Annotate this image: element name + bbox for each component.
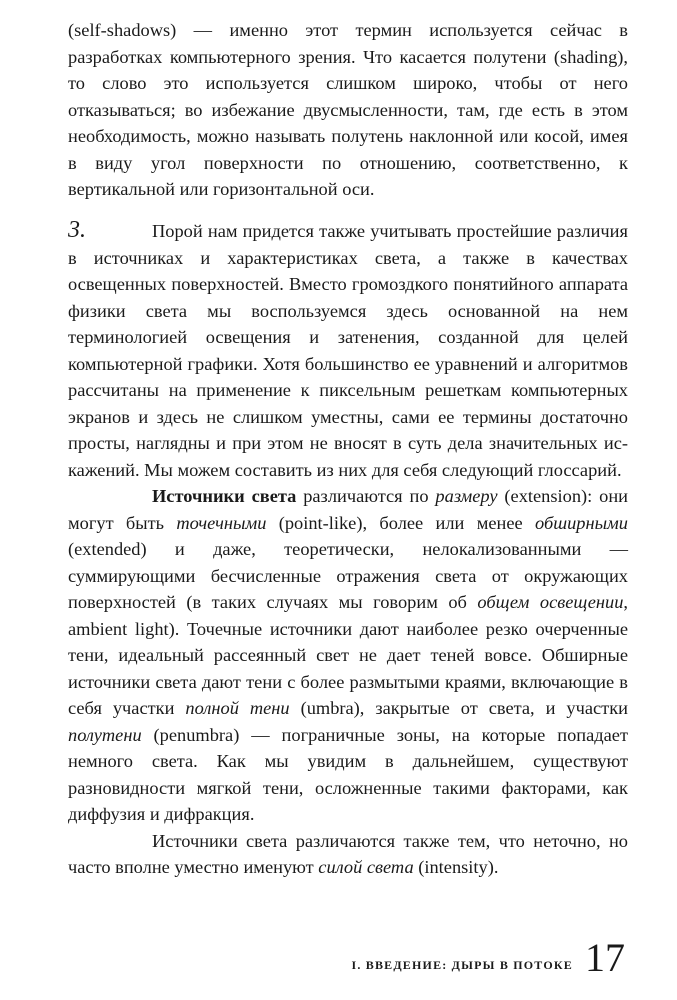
term-point-like: точечными (176, 512, 267, 533)
term-intensity: силой света (318, 857, 414, 877)
paragraph-intensity (68, 828, 628, 881)
paragraph-intro: Порой нам придется также учитывать простейшие различия в источниках и характеристиках света, а также в качествах освещенных поверхностей. Вместо громоздкого понятийного аппарата физики света мы воспользуемся здесь основанной на нем терминологией освещения и затенения, созданной для целей компьютерной графики. Хотя большинство ее уравнений и алгоритмов рассчитаны на применение к пиксельным решеткам компьютерных экранов и здесь не слишком уместны, сами ее термины достаточно просты, наглядны и при этом не вносят в суть дела значительных искажений. Мы можем составить из них для себя следующий глоссарий. (68, 221, 628, 480)
text-block-top (68, 17, 628, 203)
text-run: Источники света различаются также тем, что неточно, но часто вполне уместно именуют (68, 830, 628, 877)
term-penumbra: полутени (68, 724, 142, 745)
paragraph-shading: (self-shadows) — именно этот термин используется сейчас в разработках компьютерного зрения. Что касается полутени (shading), то слово это используется слишком широко, чтобы от него отказываться; во избежание двусмысленности, там, где есть в этом необходимость, можно называть полутень наклонной или косой, имея в виду угол поверхности по отношению, соответственно, к вертикальной или горизонтальной оси. (68, 20, 628, 199)
text-run: (point-like), более или менее (266, 512, 535, 533)
text-run: (extended) и даже, теоретически, нелокализованными — суммирующими бесчисленные отражения света от окружающих поверхностей (в таких случаях мы говорим об (68, 539, 628, 612)
running-title: I. ВВЕДЕНИЕ: ДЫРЫ В ПОТОКЕ (351, 958, 573, 972)
text-run: (intensity). (413, 857, 499, 877)
text-run: , ambient light). Точечные источники дают наиболее резко очерченные тени, идеальный рассеянный свет не дает теней вовсе. Обширные источники света дают тени с более размытыми краями, включающие в себя участки (68, 592, 628, 718)
text-run: (umbra), закрытые от света, и участки (289, 698, 628, 718)
term-ambient: общем освещении (477, 592, 624, 612)
term-size: размеру (435, 486, 498, 506)
text-block-main (68, 218, 628, 881)
term-extended: обширными (535, 512, 628, 533)
term-light-sources: Источники света (152, 486, 297, 506)
text-run: (penumbra) — пограничные зоны, на которые попадает немного света. Как мы увидим в дальнейшем, существуют разновидности мягкой тени, осложненные такими факторами, как диффузия и дифракция. (68, 724, 628, 824)
section-number: 3. (68, 217, 86, 243)
paragraph-light-sources (68, 483, 628, 828)
page-number: 17 (585, 935, 625, 980)
text-run: (extension): они могут быть (68, 486, 629, 533)
term-umbra: полной тени (185, 698, 290, 718)
text-run: различаются по (296, 486, 436, 506)
